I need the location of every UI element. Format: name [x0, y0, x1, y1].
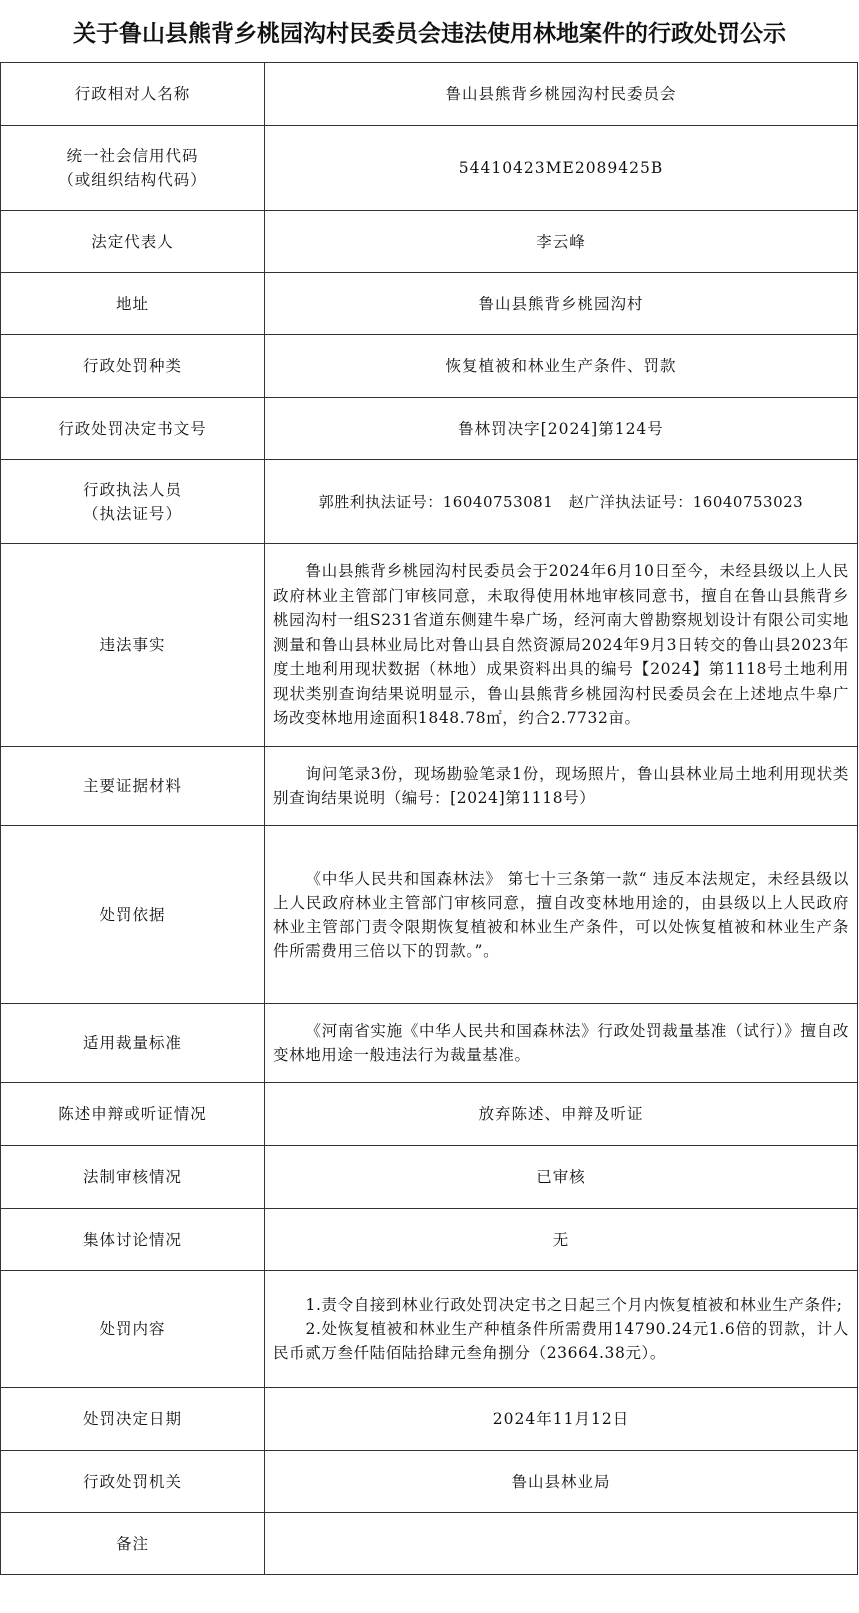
penalty-item: 1.责令自接到林业行政处罚决定书之日起三个月内恢复植被和林业生产条件;	[305, 1296, 843, 1314]
table-row	[1, 1388, 858, 1451]
row-value: 鲁山县熊背乡桃园沟村民委员会	[265, 63, 858, 126]
table-row	[1, 1083, 858, 1146]
row-value: 放弃陈述、申辩及听证	[265, 1083, 858, 1146]
row-label-line: （或组织结构代码）	[58, 171, 207, 189]
table-row	[1, 211, 858, 273]
row-value: 恢复植被和林业生产条件、罚款	[265, 335, 858, 398]
row-value: 2024年11月12日	[265, 1388, 858, 1451]
row-label: 集体讨论情况	[1, 1209, 265, 1271]
row-label	[1, 126, 265, 211]
table-row	[1, 544, 858, 747]
row-value: 李云峰	[265, 211, 858, 273]
table-row	[1, 1146, 858, 1209]
table-row	[1, 1451, 858, 1513]
row-label: 陈述申辩或听证情况	[1, 1083, 265, 1146]
row-label: 适用裁量标准	[1, 1004, 265, 1083]
row-value: 《中华人民共和国森林法》 第七十三条第一款“ 违反本法规定，未经县级以上人民政府林业主管部门审核同意，擅自改变林地用途的，由县级以上人民政府林业主管部门责令限期恢复植被和林业生产条件，可以处恢复植被和林业生产条件所需费用三倍以下的罚款。”。	[265, 826, 858, 1004]
row-label	[1, 460, 265, 544]
row-label: 行政处罚机关	[1, 1451, 265, 1513]
table-row	[1, 1004, 858, 1083]
row-value	[265, 1513, 858, 1575]
row-value: 鲁山县熊背乡桃园沟村民委员会于2024年6月10日至今，未经县级以上人民政府林业主管部门审核同意，未取得使用林地审核同意书，擅自在鲁山县熊背乡桃园沟村一组S231省道东侧建牛皋广场，经河南大曾勘察规划设计有限公司实地测量和鲁山县林业局比对鲁山县自然资源局2024年9月3日转交的鲁山县2023年度土地利用现状数据（林地）成果资料出具的编号【2024】第1118号土地利用现状类别查询结果说明显示，鲁山县熊背乡桃园沟村民委员会在上述地点牛皋广场改变林地用途面积1848.78㎡，约合2.7732亩。	[265, 544, 858, 747]
table-row	[1, 1513, 858, 1575]
row-value: 已审核	[265, 1146, 858, 1209]
row-value: 鲁山县林业局	[265, 1451, 858, 1513]
row-label: 法制审核情况	[1, 1146, 265, 1209]
row-label: 法定代表人	[1, 211, 265, 273]
table-row	[1, 398, 858, 460]
table-row	[1, 1209, 858, 1271]
penalty-item: 2.处恢复植被和林业生产种植条件所需费用14790.24元1.6倍的罚款，计人民币贰万叁仟陆佰陆拾肆元叁角捌分（23664.38元）。	[273, 1320, 849, 1362]
row-value: 《河南省实施《中华人民共和国森林法》行政处罚裁量基准（试行）》擅自改变林地用途一般违法行为裁量基准。	[265, 1004, 858, 1083]
row-label: 处罚决定日期	[1, 1388, 265, 1451]
row-label: 行政处罚决定书文号	[1, 398, 265, 460]
row-label-line: 统一社会信用代码	[66, 147, 199, 165]
table-row	[1, 63, 858, 126]
row-label: 违法事实	[1, 544, 265, 747]
row-label-line: （执法证号）	[82, 504, 182, 523]
table-row	[1, 747, 858, 826]
row-value: 郭胜利执法证号：16040753081 赵广洋执法证号：16040753023	[265, 460, 858, 544]
row-value: 询问笔录3份，现场勘验笔录1份，现场照片，鲁山县林业局土地利用现状类别查询结果说明（编号：[2024]第1118号）	[265, 747, 858, 826]
row-value: 鲁林罚决字[2024]第124号	[265, 398, 858, 460]
table-row	[1, 460, 858, 544]
row-label-line: 行政执法人员	[82, 480, 182, 499]
table-row	[1, 273, 858, 335]
row-value	[265, 1271, 858, 1388]
document-title: 关于鲁山县熊背乡桃园沟村民委员会违法使用林地案件的行政处罚公示	[73, 20, 786, 47]
row-label: 处罚依据	[1, 826, 265, 1004]
row-label: 主要证据材料	[1, 747, 265, 826]
row-label: 行政相对人名称	[1, 63, 265, 126]
row-label: 备注	[1, 1513, 265, 1575]
row-value: 54410423ME2089425B	[265, 126, 858, 211]
table-row	[1, 1271, 858, 1388]
table-row	[1, 126, 858, 211]
table-row	[1, 826, 858, 1004]
row-label: 行政处罚种类	[1, 335, 265, 398]
row-label: 处罚内容	[1, 1271, 265, 1388]
row-label: 地址	[1, 273, 265, 335]
table-row	[1, 335, 858, 398]
penalty-info-table	[0, 62, 858, 1575]
row-value: 无	[265, 1209, 858, 1271]
row-value: 鲁山县熊背乡桃园沟村	[265, 273, 858, 335]
